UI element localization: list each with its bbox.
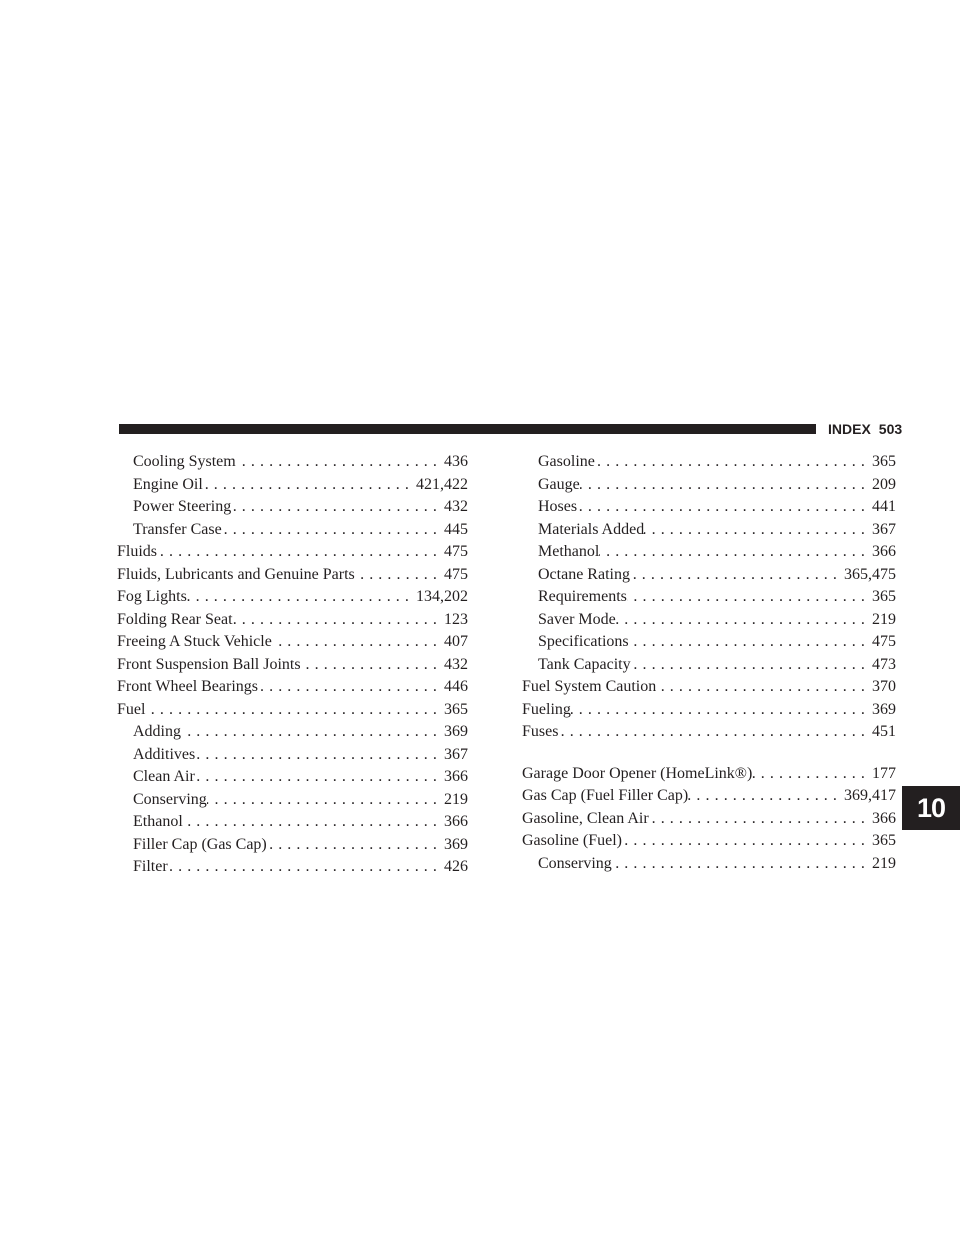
dot-leader [616, 609, 872, 632]
index-entry [117, 744, 468, 767]
entry-page: 134,202 [416, 588, 468, 605]
entry-page: 451 [872, 723, 896, 740]
entry-label: Fluids, Lubricants and Genuine Parts [117, 565, 355, 583]
index-entry [522, 474, 896, 497]
entry-page: 432 [444, 498, 468, 515]
entry-page: 366 [444, 768, 468, 785]
entry-page: 475 [444, 543, 468, 560]
entry-page: 365 [872, 832, 896, 849]
index-entry [522, 586, 896, 609]
entry-label: Gasoline (Fuel) [522, 832, 622, 849]
index-entry [522, 830, 896, 853]
entry-page: 436 [444, 453, 468, 470]
dot-leader [181, 721, 444, 744]
dot-leader [558, 721, 872, 744]
index-entry [117, 564, 468, 587]
entry-label: Filler Cap (Gas Cap) [133, 835, 267, 853]
page-number: 503 [878, 421, 903, 437]
dot-leader [355, 564, 444, 587]
dot-leader [656, 676, 872, 699]
entry-page: 475 [872, 633, 896, 650]
entry-page: 441 [872, 498, 896, 515]
index-entry [117, 676, 468, 699]
dot-leader [233, 609, 444, 632]
entry-label: Saver Mode [538, 610, 616, 628]
index-entry [117, 766, 468, 789]
dot-leader [649, 808, 872, 831]
entry-page: 369,417 [844, 787, 896, 804]
entry-label: Folding Rear Seat [117, 610, 233, 628]
entry-label: Power Steering [133, 498, 232, 515]
index-entry [117, 451, 468, 474]
entry-page: 365 [444, 700, 468, 718]
index-column-right [522, 451, 896, 875]
index-entry [522, 496, 896, 519]
entry-page: 432 [444, 655, 468, 673]
entry-label: Gasoline, Clean Air [522, 809, 649, 827]
entry-label: Tank Capacity [538, 655, 631, 673]
dot-leader [183, 811, 444, 834]
dot-leader [577, 496, 872, 519]
index-entry [117, 811, 468, 834]
index-entry [522, 451, 896, 474]
dot-leader [627, 586, 872, 609]
header-rule [119, 424, 816, 434]
dot-leader [145, 699, 444, 722]
dot-leader [688, 785, 844, 808]
entry-page: 219 [872, 610, 896, 628]
entry-label: Gas Cap (Fuel Filler Cap) [522, 787, 689, 804]
dot-leader [571, 699, 872, 722]
dot-leader [272, 631, 444, 654]
dot-leader [301, 654, 444, 677]
dot-leader [622, 830, 872, 853]
index-entry [117, 586, 468, 609]
entry-label: Requirements [538, 588, 627, 605]
index-entry [117, 474, 468, 497]
entry-page: 365 [872, 588, 896, 605]
index-entry [522, 564, 896, 587]
entry-label: Fluids [117, 543, 158, 560]
dot-leader [157, 541, 444, 564]
entry-page: 473 [872, 655, 896, 673]
dot-leader [231, 496, 444, 519]
index-entry [117, 519, 468, 542]
index-entry [522, 654, 896, 677]
index-entry [117, 541, 468, 564]
dot-leader [644, 519, 872, 542]
index-entry [117, 609, 468, 632]
entry-label: Fog Lights [117, 588, 187, 605]
entry-page: 209 [872, 475, 896, 493]
entry-label: Fuel System Caution [522, 678, 657, 695]
entry-page: 475 [444, 565, 468, 583]
index-entry [522, 676, 896, 699]
entry-label: Fueling [522, 700, 571, 718]
index-entry [117, 631, 468, 654]
entry-label: Fuses [522, 723, 559, 740]
entry-label: Materials Added [538, 520, 645, 538]
entry-label: Gasoline [538, 453, 595, 470]
entry-page: 407 [444, 633, 468, 650]
entry-label: Transfer Case [133, 520, 222, 538]
index-entry [522, 541, 896, 564]
index-entry [117, 654, 468, 677]
entry-label: Engine Oil [133, 475, 203, 493]
dot-leader [168, 856, 444, 879]
entry-label: Conserving [133, 790, 207, 808]
dot-leader [595, 451, 872, 474]
entry-label: Ethanol [133, 813, 183, 830]
entry-label: Adding [133, 723, 181, 740]
index-entry [117, 699, 468, 722]
entry-label: Clean Air [133, 768, 195, 785]
dot-leader [752, 763, 872, 786]
dot-leader [207, 789, 444, 812]
entry-label: Cooling System [133, 453, 236, 470]
index-entry [117, 856, 468, 879]
entry-label: Conserving [538, 854, 612, 872]
entry-label: Fuel [117, 700, 146, 718]
entry-page: 366 [444, 813, 468, 830]
index-entry [522, 699, 896, 722]
dot-leader [236, 451, 444, 474]
entry-label: Freeing A Stuck Vehicle [117, 633, 272, 650]
dot-leader [629, 631, 872, 654]
entry-label: Methanol [538, 543, 600, 560]
entry-page: 369 [872, 700, 896, 718]
index-entry [117, 834, 468, 857]
dot-leader [258, 676, 444, 699]
entry-page: 370 [872, 678, 896, 695]
entry-label: Gauge [538, 475, 580, 493]
running-header [828, 421, 902, 437]
dot-leader [203, 474, 416, 497]
index-entry [117, 789, 468, 812]
entry-page: 369 [444, 723, 468, 740]
entry-page: 365,475 [844, 565, 896, 583]
entry-page: 177 [872, 764, 896, 782]
dot-leader [222, 519, 444, 542]
entry-label: Filter [133, 858, 168, 875]
entry-label: Additives [133, 745, 196, 763]
entry-page: 367 [444, 745, 468, 763]
index-entry [522, 631, 896, 654]
dot-leader [599, 541, 872, 564]
index-entry [522, 808, 896, 831]
entry-page: 366 [872, 809, 896, 827]
section-title: INDEX [828, 421, 871, 437]
entry-page: 219 [872, 854, 896, 872]
dot-leader [631, 654, 872, 677]
index-entry [522, 853, 896, 876]
entry-page: 421,422 [416, 475, 468, 493]
entry-page: 367 [872, 520, 896, 538]
chapter-tab: 10 [902, 786, 960, 830]
entry-label: Specifications [538, 633, 629, 650]
index-entry [117, 721, 468, 744]
entry-page: 369 [444, 835, 468, 853]
entry-label: Garage Door Opener (HomeLink®) [522, 764, 753, 782]
entry-page: 365 [872, 453, 896, 470]
dot-leader [187, 586, 416, 609]
index-entry [522, 721, 896, 744]
entry-label: Hoses [538, 498, 578, 515]
entry-label: Front Suspension Ball Joints [117, 655, 301, 673]
dot-leader [580, 474, 872, 497]
dot-leader [612, 853, 872, 876]
index-entry [522, 609, 896, 632]
entry-page: 445 [444, 520, 468, 538]
entry-page: 446 [444, 678, 468, 695]
index-entry [117, 496, 468, 519]
entry-label: Octane Rating [538, 565, 630, 583]
index-entry [522, 519, 896, 542]
dot-leader [630, 564, 844, 587]
dot-leader [267, 834, 444, 857]
entry-page: 219 [444, 790, 468, 808]
entry-page: 123 [444, 610, 468, 628]
entry-label: Front Wheel Bearings [117, 678, 259, 695]
index-column-left [117, 451, 468, 879]
dot-leader [195, 744, 444, 767]
entry-page: 366 [872, 543, 896, 560]
dot-leader [195, 766, 444, 789]
index-entry [522, 763, 896, 786]
index-entry [522, 785, 896, 808]
entry-page: 426 [444, 858, 468, 875]
